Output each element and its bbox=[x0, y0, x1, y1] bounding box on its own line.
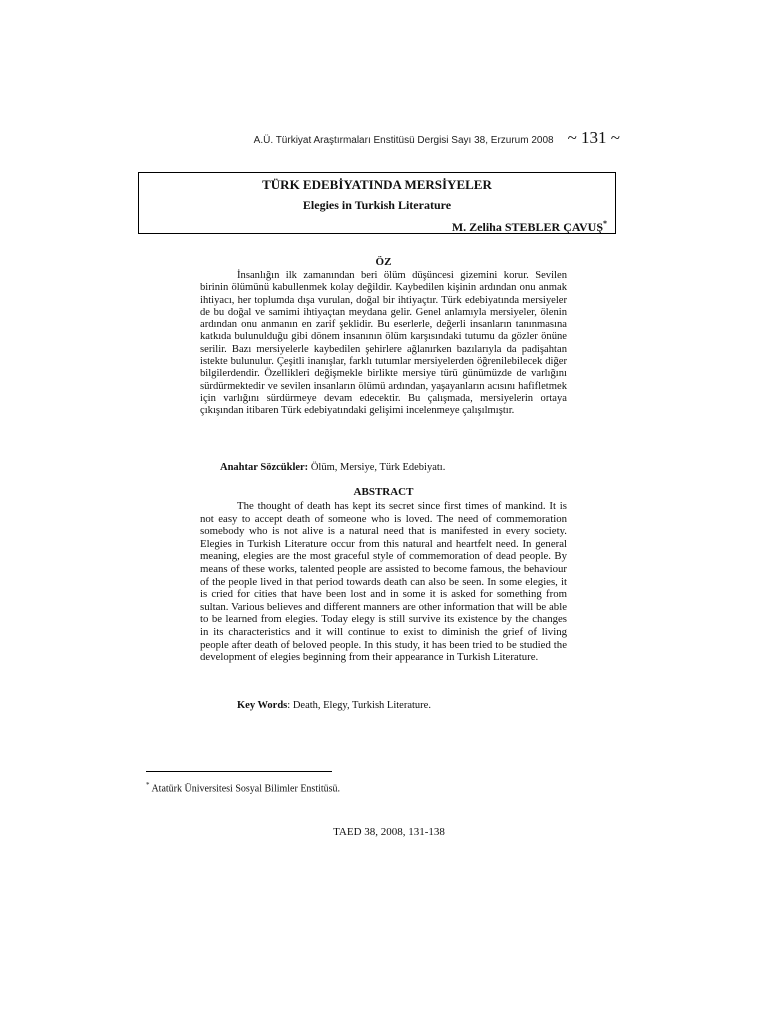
citation: TAED 38, 2008, 131-138 bbox=[333, 826, 445, 838]
oz-heading: ÖZ bbox=[375, 256, 392, 268]
author-name: M. Zeliha STEBLER ÇAVUŞ bbox=[451, 220, 603, 234]
article-subtitle: Elegies in Turkish Literature bbox=[302, 198, 452, 212]
oz-keywords-label: Anahtar Sözcükler: bbox=[220, 462, 309, 473]
article-title: TÜRK EDEBİYATINDA MERSİYELER bbox=[262, 177, 492, 192]
journal-info: A.Ü. Türkiyat Araştırmaları Enstitüsü Dergisi Sayı 38, Erzurum 2008 bbox=[253, 135, 554, 146]
footnote-mark: * bbox=[146, 781, 150, 789]
oz-body: İnsanlığın ilk zamanından beri ölüm düşüncesi gizemini korur. Sevilen birinin ölümünü kabullenmek kolay değildir. Kaybedilen kişinin ardından onu anmak ihtiyacı, her toplumda dışa vurulan, doğal bir ihtiyaçtır. Türk edebiyatında mersiyeler de bu doğal ve samimi ihtiyaçtan meydana gelir. Genel anlamıyla mersiyeler, ölenin ardından onu anmanın en zarif şeklidir. Bu eserlerle, değerli insanların tanınmasına katkıda bulunulduğu gibi dönem insanının ölüm karşısındaki tutumu da gözler önüne serilir. Bazı mersiyelerle kaybedilen şehirlere ağlanırken bazılarıyla da padişahtan istekte bulunulur. Çeşitli inanışlar, farklı tutumlar mersiyelerden öğrenilebilecek diğer bilgilerdendir. Özellikleri değişmekle birlikte mersiye türü günümüzde de varlığını sürdürmektedir ve sevilen insanların ölümü ardından, yaşayanların acısını hafifletmek için varlığını sürdürmeye devam edecektir. Bu çalışmada, mersiyelerin ortaya çıkışından itibaren Türk edebiyatındaki gelişimi incelenmeye çalışılmıştır. bbox=[200, 270, 567, 417]
running-header bbox=[180, 128, 620, 148]
page-footer bbox=[0, 826, 768, 838]
english-keywords-label: Key Words bbox=[237, 700, 288, 711]
page-number: ~ 131 ~ bbox=[567, 128, 620, 147]
abstract-heading: ABSTRACT bbox=[353, 486, 414, 498]
footnote bbox=[146, 781, 340, 794]
oz-abstract bbox=[200, 270, 567, 418]
english-keywords-text: : Death, Elegy, Turkish Literature. bbox=[287, 700, 431, 711]
author-footnote-mark: * bbox=[603, 219, 607, 228]
oz-keywords bbox=[220, 462, 580, 473]
english-keywords bbox=[237, 700, 597, 711]
article-author bbox=[452, 219, 607, 235]
english-abstract bbox=[200, 500, 567, 664]
abstract-body: The thought of death has kept its secret since first times of mankind. It is not easy to accept death of someone who is loved. The need of commemoration somebody who is not alive is a natural need that is manifested in every society. Elegies in Turkish Literature occur from this natural and heartfelt need. In general meaning, elegies are the most graceful style of commemoration of dead people. By means of these works, talented people are assisted to become famous, the behaviour of the people lived in that period towards death can also be seen. In some elegies, it is cried for cities that have been lost and in some it is asked for something from sultan. Various believes and different manners are other information that will be able to be learned from elegies. Today elegy is still survive its existence by the changes in its characteristics and it will continue to exist to diminish the grief of living people after death of beloved people. In this study, it has been tried to be studied the development of elegies beginning from their appearance in Turkish Literature. bbox=[200, 500, 567, 664]
oz-keywords-text: Ölüm, Mersiye, Türk Edebiyatı. bbox=[308, 462, 446, 473]
title-box bbox=[138, 172, 616, 234]
footnote-text: Atatürk Üniversitesi Sosyal Bilimler Enstitüsü. bbox=[149, 783, 341, 795]
footnote-rule bbox=[146, 771, 332, 772]
